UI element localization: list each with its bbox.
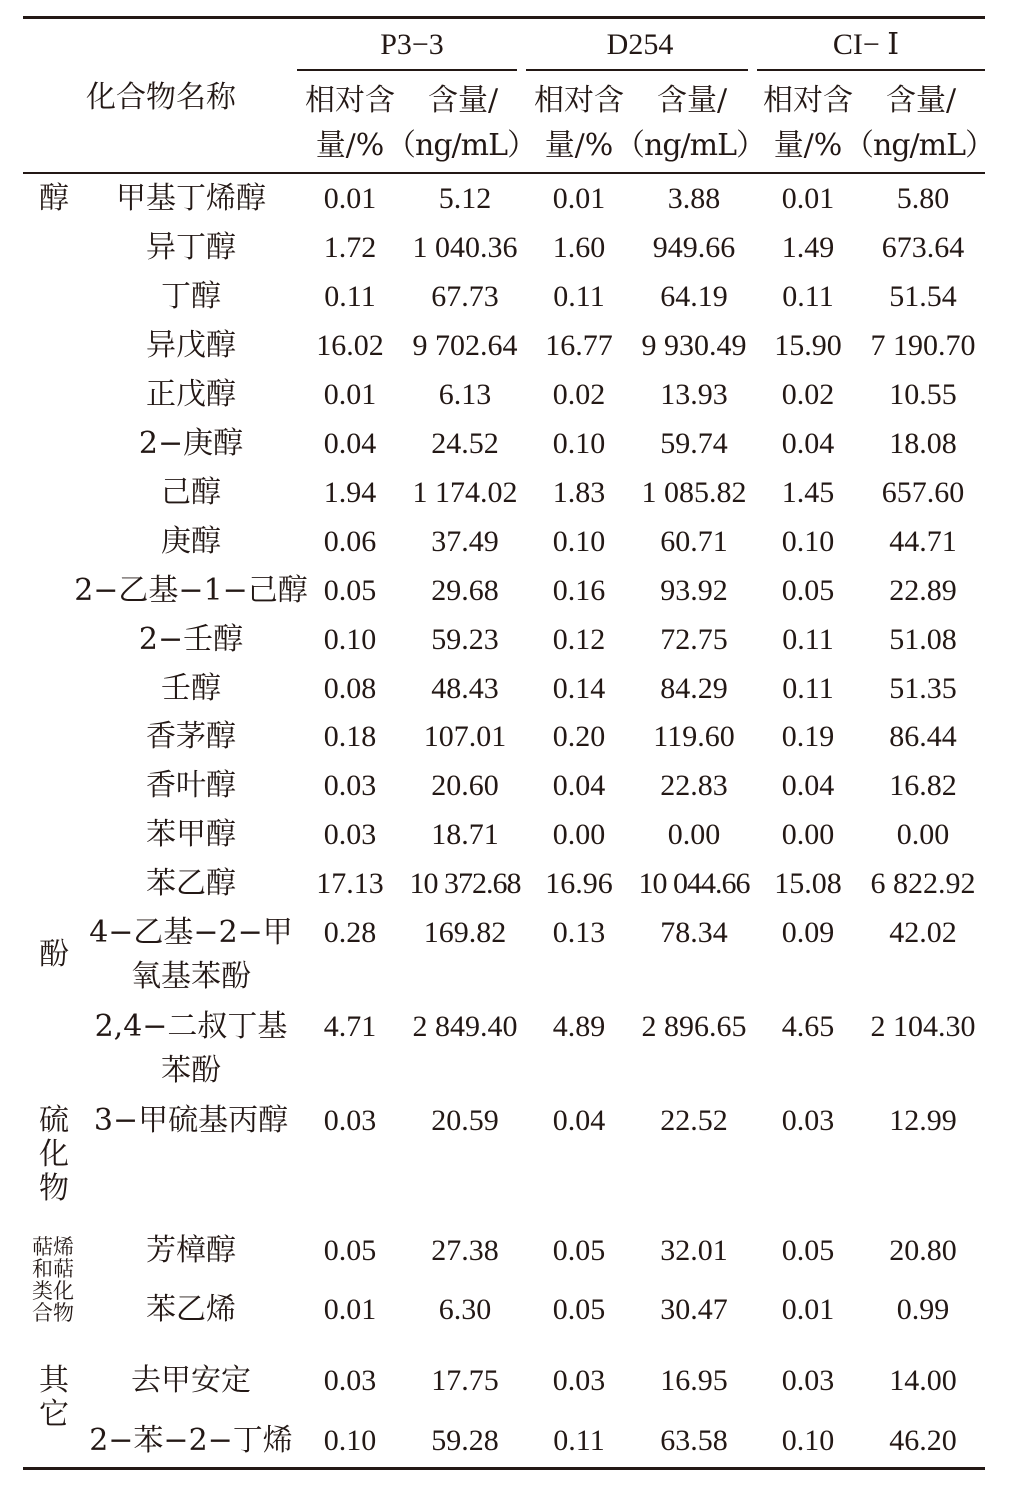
cell-rel-ci: 0.01 bbox=[781, 1293, 835, 1326]
cell-rel-d254: 0.11 bbox=[553, 1424, 605, 1457]
cell-amt-d254: 32.01 bbox=[660, 1234, 728, 1267]
compound-name-line1: 4−乙基−2−甲 bbox=[89, 915, 293, 950]
cell-amt-d254: 72.75 bbox=[660, 623, 728, 656]
top-rule bbox=[23, 16, 985, 19]
cell-amt-p3-3: 10 372.68 bbox=[409, 867, 521, 900]
compound-name: 丁醇 bbox=[161, 279, 221, 314]
cell-rel-d254: 0.13 bbox=[552, 916, 606, 949]
cell-rel-ci: 15.08 bbox=[774, 867, 842, 900]
cell-rel-ci: 1.45 bbox=[781, 476, 835, 509]
compound-name: 香叶醇 bbox=[146, 768, 236, 803]
cell-rel-p3-3: 17.13 bbox=[316, 867, 384, 900]
cell-amt-p3-3: 37.49 bbox=[431, 525, 499, 558]
cell-amt-ci: 673.64 bbox=[881, 231, 965, 264]
cell-rel-d254: 16.77 bbox=[545, 329, 613, 362]
cell-amt-d254: 13.93 bbox=[660, 378, 728, 411]
cell-rel-d254: 0.12 bbox=[552, 623, 606, 656]
group-underline-p3-3 bbox=[297, 69, 517, 71]
category-terpene-line3: 类化 bbox=[32, 1279, 74, 1303]
cell-rel-d254: 0.14 bbox=[552, 672, 606, 705]
header-content-2b: （ng/mL） bbox=[614, 128, 766, 163]
cell-rel-p3-3: 1.94 bbox=[323, 476, 377, 509]
cell-rel-d254: 0.04 bbox=[552, 1104, 606, 1137]
cell-rel-d254: 0.10 bbox=[552, 427, 606, 460]
cell-amt-p3-3: 1 040.36 bbox=[412, 231, 518, 264]
cell-amt-d254: 1 085.82 bbox=[641, 476, 747, 509]
cell-amt-d254: 60.71 bbox=[660, 525, 728, 558]
category-terpene bbox=[23, 1236, 83, 1324]
cell-rel-d254: 0.11 bbox=[553, 280, 605, 313]
compound-name-line2: 氧基苯酚 bbox=[131, 959, 251, 994]
group-underline-ci bbox=[757, 69, 985, 71]
cell-rel-d254: 4.89 bbox=[552, 1010, 606, 1043]
header-content-1b: （ng/mL） bbox=[385, 128, 537, 163]
cell-amt-p3-3: 6.13 bbox=[438, 378, 492, 411]
cell-amt-d254: 3.88 bbox=[667, 182, 721, 215]
category-other-1: 其 bbox=[39, 1363, 69, 1398]
cell-amt-ci: 6 822.92 bbox=[870, 867, 976, 900]
cell-rel-d254: 0.02 bbox=[552, 378, 606, 411]
cell-rel-p3-3: 0.05 bbox=[323, 574, 377, 607]
cell-rel-ci: 1.49 bbox=[781, 231, 835, 264]
cell-amt-ci: 14.00 bbox=[889, 1364, 957, 1397]
compound-name: 壬醇 bbox=[161, 671, 221, 706]
cell-amt-ci: 657.60 bbox=[881, 476, 965, 509]
header-relative-content-2: 相对含 bbox=[534, 83, 624, 118]
cell-rel-p3-3: 0.18 bbox=[323, 720, 377, 753]
cell-rel-p3-3: 0.01 bbox=[323, 1293, 377, 1326]
cell-amt-p3-3: 48.43 bbox=[431, 672, 499, 705]
cell-rel-ci: 0.03 bbox=[781, 1364, 835, 1397]
cell-amt-p3-3: 9 702.64 bbox=[412, 329, 518, 362]
compound-name: 正戊醇 bbox=[146, 377, 236, 412]
cell-amt-d254: 30.47 bbox=[660, 1293, 728, 1326]
cell-amt-p3-3: 1 174.02 bbox=[412, 476, 518, 509]
cell-rel-p3-3: 0.11 bbox=[324, 280, 376, 313]
cell-amt-p3-3: 67.73 bbox=[431, 280, 499, 313]
cell-amt-d254: 0.00 bbox=[667, 818, 721, 851]
category-alcohol: 醇 bbox=[39, 181, 69, 216]
cell-rel-ci: 0.09 bbox=[781, 916, 835, 949]
category-other-2: 它 bbox=[39, 1397, 69, 1432]
cell-amt-ci: 10.55 bbox=[889, 378, 957, 411]
cell-amt-d254: 949.66 bbox=[652, 231, 736, 264]
compound-name: 2−壬醇 bbox=[138, 622, 244, 657]
cell-amt-ci: 86.44 bbox=[889, 720, 957, 753]
cell-amt-d254: 64.19 bbox=[660, 280, 728, 313]
compound-name: 芳樟醇 bbox=[146, 1233, 236, 1268]
cell-amt-ci: 42.02 bbox=[889, 916, 957, 949]
cell-amt-ci: 2 104.30 bbox=[870, 1010, 976, 1043]
cell-amt-p3-3: 107.01 bbox=[423, 720, 507, 753]
cell-rel-p3-3: 0.10 bbox=[323, 1424, 377, 1457]
cell-amt-d254: 84.29 bbox=[660, 672, 728, 705]
compound-name: 庚醇 bbox=[161, 524, 221, 559]
cell-amt-p3-3: 24.52 bbox=[431, 427, 499, 460]
cell-rel-p3-3: 0.08 bbox=[323, 672, 377, 705]
cell-amt-ci: 0.00 bbox=[896, 818, 950, 851]
category-terpene-line4: 合物 bbox=[32, 1301, 74, 1325]
cell-rel-d254: 0.03 bbox=[552, 1364, 606, 1397]
cell-rel-ci: 0.11 bbox=[782, 280, 834, 313]
compound-name: 异戊醇 bbox=[146, 328, 236, 363]
cell-rel-p3-3: 0.01 bbox=[323, 182, 377, 215]
cell-rel-p3-3: 0.03 bbox=[323, 1364, 377, 1397]
cell-amt-p3-3: 59.28 bbox=[431, 1424, 499, 1457]
cell-rel-p3-3: 0.03 bbox=[323, 769, 377, 802]
cell-amt-p3-3: 6.30 bbox=[438, 1293, 492, 1326]
header-relative-content-1: 相对含 bbox=[305, 83, 395, 118]
cell-amt-p3-3: 27.38 bbox=[431, 1234, 499, 1267]
cell-amt-d254: 22.83 bbox=[660, 769, 728, 802]
cell-amt-p3-3: 29.68 bbox=[431, 574, 499, 607]
category-sulfide-3: 物 bbox=[39, 1171, 69, 1206]
cell-rel-ci: 15.90 bbox=[774, 329, 842, 362]
header-relative-content-2b: 量/% bbox=[544, 128, 614, 163]
header-compound-name: 化合物名称 bbox=[86, 80, 236, 115]
cell-rel-p3-3: 0.05 bbox=[323, 1234, 377, 1267]
category-terpene-line1: 萜烯 bbox=[32, 1235, 74, 1259]
compound-name: 2−乙基−1−己醇 bbox=[74, 573, 308, 608]
cell-amt-ci: 20.80 bbox=[889, 1234, 957, 1267]
cell-rel-d254: 0.05 bbox=[552, 1234, 606, 1267]
compound-name: 苯乙烯 bbox=[146, 1292, 236, 1327]
cell-rel-d254: 0.00 bbox=[552, 818, 606, 851]
header-content-3b: （ng/mL） bbox=[843, 128, 995, 163]
cell-rel-d254: 0.20 bbox=[552, 720, 606, 753]
cell-rel-p3-3: 0.10 bbox=[323, 623, 377, 656]
compound-name-line2: 苯酚 bbox=[161, 1053, 221, 1088]
cell-amt-ci: 16.82 bbox=[889, 769, 957, 802]
cell-amt-p3-3: 2 849.40 bbox=[412, 1010, 518, 1043]
cell-amt-p3-3: 169.82 bbox=[423, 916, 507, 949]
cell-rel-ci: 0.19 bbox=[781, 720, 835, 753]
cell-amt-ci: 51.08 bbox=[889, 623, 957, 656]
cell-amt-d254: 22.52 bbox=[660, 1104, 728, 1137]
category-terpene-line2: 和萜 bbox=[32, 1257, 74, 1281]
category-sulfide-1: 硫 bbox=[39, 1103, 69, 1138]
cell-rel-ci: 0.05 bbox=[781, 574, 835, 607]
compound-name: 2−庚醇 bbox=[138, 426, 244, 461]
cell-amt-d254: 119.60 bbox=[653, 720, 735, 753]
cell-rel-ci: 0.04 bbox=[781, 769, 835, 802]
cell-rel-ci: 0.02 bbox=[781, 378, 835, 411]
header-relative-content-1b: 量/% bbox=[315, 128, 385, 163]
cell-amt-ci: 18.08 bbox=[889, 427, 957, 460]
cell-rel-ci: 0.00 bbox=[781, 818, 835, 851]
cell-rel-d254: 1.83 bbox=[552, 476, 606, 509]
cell-rel-p3-3: 1.72 bbox=[323, 231, 377, 264]
cell-rel-p3-3: 0.28 bbox=[323, 916, 377, 949]
cell-amt-ci: 7 190.70 bbox=[870, 329, 976, 362]
cell-rel-ci: 0.11 bbox=[782, 623, 834, 656]
compound-name: 3−甲硫基丙醇 bbox=[93, 1103, 289, 1138]
cell-rel-d254: 1.60 bbox=[552, 231, 606, 264]
cell-amt-p3-3: 5.12 bbox=[438, 182, 492, 215]
cell-rel-d254: 0.05 bbox=[552, 1293, 606, 1326]
cell-rel-p3-3: 0.06 bbox=[323, 525, 377, 558]
cell-amt-d254: 59.74 bbox=[660, 427, 728, 460]
cell-amt-ci: 0.99 bbox=[896, 1293, 950, 1326]
cell-rel-p3-3: 16.02 bbox=[316, 329, 384, 362]
bottom-rule bbox=[23, 1467, 985, 1470]
cell-amt-p3-3: 17.75 bbox=[431, 1364, 499, 1397]
compound-name: 异丁醇 bbox=[146, 230, 236, 265]
cell-rel-ci: 0.10 bbox=[781, 525, 835, 558]
cell-amt-d254: 9 930.49 bbox=[641, 329, 747, 362]
compound-name: 香茅醇 bbox=[146, 719, 236, 754]
cell-amt-d254: 63.58 bbox=[660, 1424, 728, 1457]
cell-rel-d254: 0.10 bbox=[552, 525, 606, 558]
cell-rel-ci: 0.11 bbox=[782, 672, 834, 705]
cell-amt-p3-3: 20.59 bbox=[431, 1104, 499, 1137]
category-phenol: 酚 bbox=[39, 937, 69, 972]
cell-amt-ci: 51.54 bbox=[889, 280, 957, 313]
cell-amt-ci: 12.99 bbox=[889, 1104, 957, 1137]
compound-name: 苯乙醇 bbox=[146, 866, 236, 901]
header-content-3: 含量/ bbox=[885, 83, 957, 118]
header-relative-content-3b: 量/% bbox=[773, 128, 843, 163]
compound-name: 去甲安定 bbox=[131, 1363, 251, 1398]
header-bottom-rule bbox=[23, 172, 985, 174]
compound-name: 己醇 bbox=[161, 475, 221, 510]
header-group-ci: CI− Ⅰ bbox=[832, 28, 900, 61]
cell-amt-d254: 16.95 bbox=[660, 1364, 728, 1397]
cell-amt-d254: 93.92 bbox=[660, 574, 728, 607]
compound-name: 2−苯−2−丁烯 bbox=[89, 1423, 293, 1458]
cell-rel-ci: 0.01 bbox=[781, 182, 835, 215]
cell-amt-d254: 78.34 bbox=[660, 916, 728, 949]
cell-rel-ci: 0.04 bbox=[781, 427, 835, 460]
cell-rel-p3-3: 0.01 bbox=[323, 378, 377, 411]
cell-amt-p3-3: 18.71 bbox=[431, 818, 499, 851]
cell-amt-d254: 10 044.66 bbox=[638, 867, 750, 900]
header-group-p3-3: P3−3 bbox=[380, 28, 444, 61]
group-underline-d254 bbox=[526, 69, 748, 71]
header-group-d254: D254 bbox=[606, 28, 674, 61]
cell-rel-p3-3: 0.03 bbox=[323, 818, 377, 851]
header-content-2: 含量/ bbox=[656, 83, 728, 118]
cell-rel-d254: 16.96 bbox=[545, 867, 613, 900]
cell-rel-d254: 0.04 bbox=[552, 769, 606, 802]
header-relative-content-3: 相对含 bbox=[763, 83, 853, 118]
cell-rel-p3-3: 4.71 bbox=[323, 1010, 377, 1043]
compound-name-line1: 2,4−二叔丁基 bbox=[94, 1009, 288, 1044]
compound-name: 苯甲醇 bbox=[146, 817, 236, 852]
cell-amt-ci: 44.71 bbox=[889, 525, 957, 558]
cell-rel-p3-3: 0.04 bbox=[323, 427, 377, 460]
cell-amt-ci: 46.20 bbox=[889, 1424, 957, 1457]
cell-amt-ci: 51.35 bbox=[889, 672, 957, 705]
compound-name: 甲基丁烯醇 bbox=[116, 181, 266, 216]
cell-amt-p3-3: 59.23 bbox=[431, 623, 499, 656]
cell-rel-ci: 0.03 bbox=[781, 1104, 835, 1137]
cell-rel-p3-3: 0.03 bbox=[323, 1104, 377, 1137]
cell-amt-p3-3: 20.60 bbox=[431, 769, 499, 802]
header-content-1: 含量/ bbox=[427, 83, 499, 118]
cell-amt-ci: 22.89 bbox=[889, 574, 957, 607]
cell-amt-d254: 2 896.65 bbox=[641, 1010, 747, 1043]
cell-rel-ci: 0.05 bbox=[781, 1234, 835, 1267]
cell-rel-d254: 0.16 bbox=[552, 574, 606, 607]
cell-rel-ci: 4.65 bbox=[781, 1010, 835, 1043]
cell-amt-ci: 5.80 bbox=[896, 182, 950, 215]
cell-rel-d254: 0.01 bbox=[552, 182, 606, 215]
category-sulfide-2: 化 bbox=[39, 1137, 69, 1172]
cell-rel-ci: 0.10 bbox=[781, 1424, 835, 1457]
